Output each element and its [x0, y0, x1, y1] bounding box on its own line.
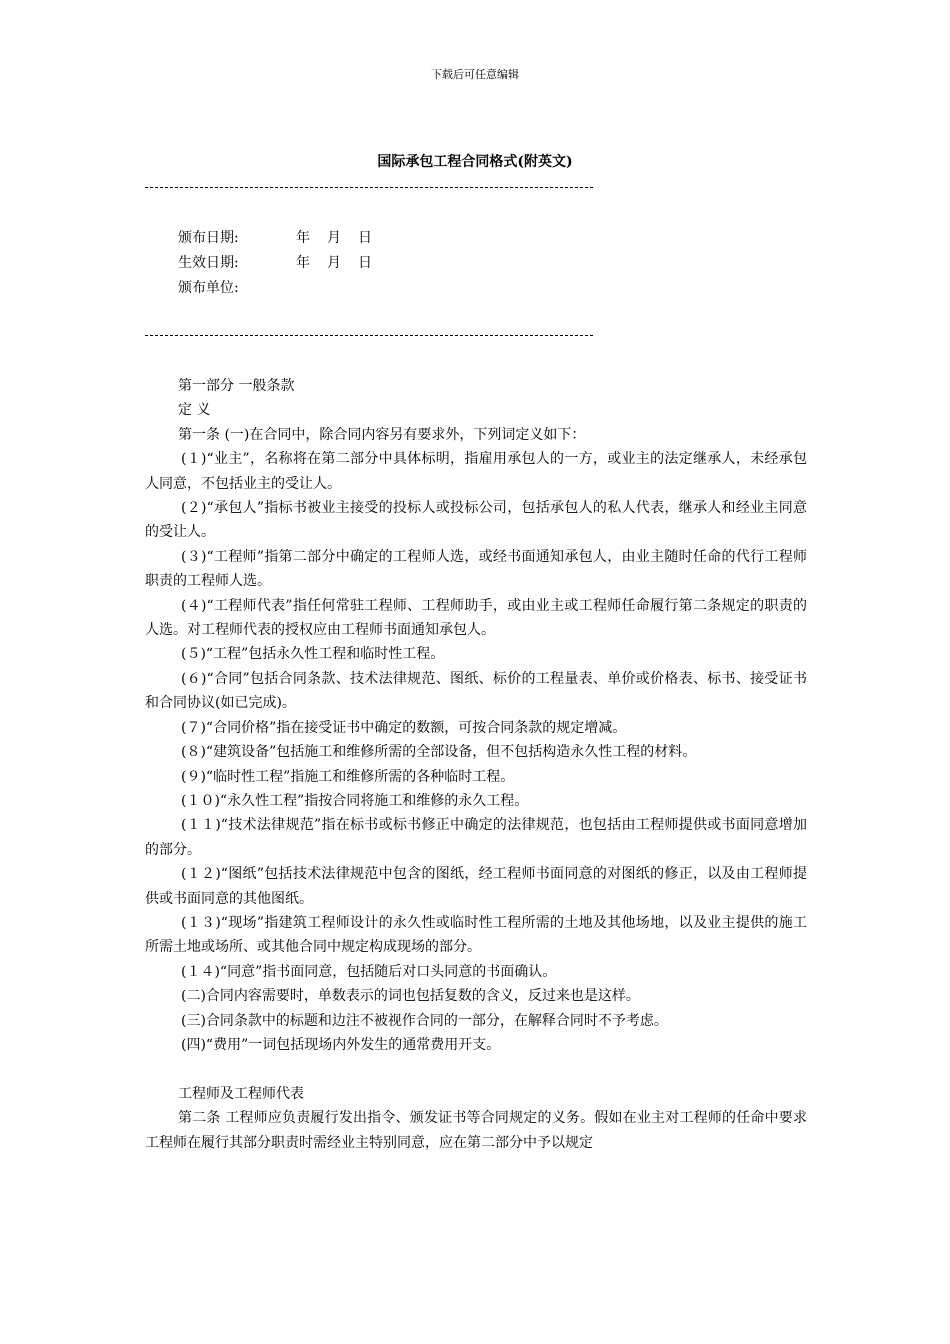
definition-item: (６)“合同”包括合同条款、技术法律规范、图纸、标价的工程量表、单价或价格表、标书、接受证书和合同协议(如已完成)。	[145, 670, 807, 712]
definition-item: (１２)“图纸”包括技术法律规范中包含的图纸，经工程师书面同意的对图纸的修正，以及由工程师提供或书面同意的其他图纸。	[145, 866, 807, 907]
issuer-row	[178, 276, 389, 301]
header-note: 下载后可任意编辑	[431, 68, 519, 81]
definition-item: (３)“工程师”指第二部分中确定的工程师人选，或经书面通知承包人，由业主随时任命的代行工程师职责的工程师人选。	[145, 548, 807, 590]
definition-item: (８)“建筑设备”包括施工和维修所需的全部设备，但不包括构造永久性工程的材料。	[181, 744, 697, 761]
definition-item: (４)“工程师代表”指任何常驻工程师、工程师助手，或由业主或工程师任命履行第二条规定的职责的人选。对工程师代表的授权应由工程师书面通知承包人。	[145, 597, 807, 639]
divider-top	[145, 187, 593, 188]
engineer-heading: 工程师及工程师代表	[178, 1085, 304, 1102]
definitions-heading: 定 义	[178, 402, 211, 419]
document-body	[145, 374, 807, 1155]
part-heading: 第一部分 一般条款	[178, 378, 295, 394]
clause-2: (二)合同内容需要时，单数表示的词也包括复数的含义，反过来也是这样。	[181, 988, 640, 1005]
issue-date-value: 年 月 日	[296, 230, 372, 246]
issue-date-row	[178, 226, 389, 251]
divider-bottom	[145, 335, 593, 336]
clause-3: (三)合同条款中的标题和边注不被视作合同的一部分，在解释合同时不予考虑。	[181, 1012, 668, 1029]
effective-date-label: 生效日期:	[178, 255, 239, 271]
clause-4: (四)“费用”一词包括现场内外发生的通常费用开支。	[181, 1036, 501, 1053]
definition-item: (１１)“技术法律规范”指在标书或标书修正中确定的法律规范，也包括由工程师提供或书面同意增加的部分。	[145, 817, 807, 858]
definition-item: (１０)“永久性工程”指按合同将施工和维修的永久工程。	[181, 792, 529, 809]
article-2: 第二条 工程师应负责履行发出指令、颁发证书等合同规定的义务。假如在业主对工程师的任命中要求工程师在履行其部分职责时需经业主特别同意，应在第二部分中予以规定	[145, 1110, 807, 1151]
issue-date-label: 颁布日期:	[178, 230, 239, 246]
definition-item: (１)“业主”，名称将在第二部分中具体标明，指雇用承包人的一方，或业主的法定继承人，未经承包人同意，不包括业主的受让人。	[145, 451, 807, 492]
issuer-label: 颁布单位:	[178, 280, 239, 296]
definition-item: (９)“临时性工程”指施工和维修所需的各种临时工程。	[181, 768, 515, 785]
definition-item: (１４)“同意”指书面同意，包括随后对口头同意的书面确认。	[181, 963, 557, 980]
definition-item: (１３)“现场”指建筑工程师设计的永久性或临时性工程所需的土地及其他场地，以及业主提供的施工所需土地或场所、或其他合同中规定构成现场的部分。	[145, 914, 807, 956]
effective-date-value: 年 月 日	[296, 255, 372, 271]
document-title: 国际承包工程合同格式(附英文)	[377, 154, 573, 170]
effective-date-row	[178, 251, 389, 276]
spacer	[145, 1057, 807, 1081]
meta-block	[178, 226, 389, 301]
article-1-intro: 第一条 (一)在合同中，除合同内容另有要求外，下列词定义如下：	[178, 426, 586, 443]
definition-item: (２)“承包人”指标书被业主接受的投标人或投标公司，包括承包人的私人代表，继承人和经业主同意的受让人。	[145, 500, 807, 541]
definition-item: (５)“工程”包括永久性工程和临时性工程。	[181, 646, 445, 663]
definition-item: (７)“合同价格”指在接受证书中确定的数额，可按合同条款的规定增减。	[181, 719, 627, 736]
